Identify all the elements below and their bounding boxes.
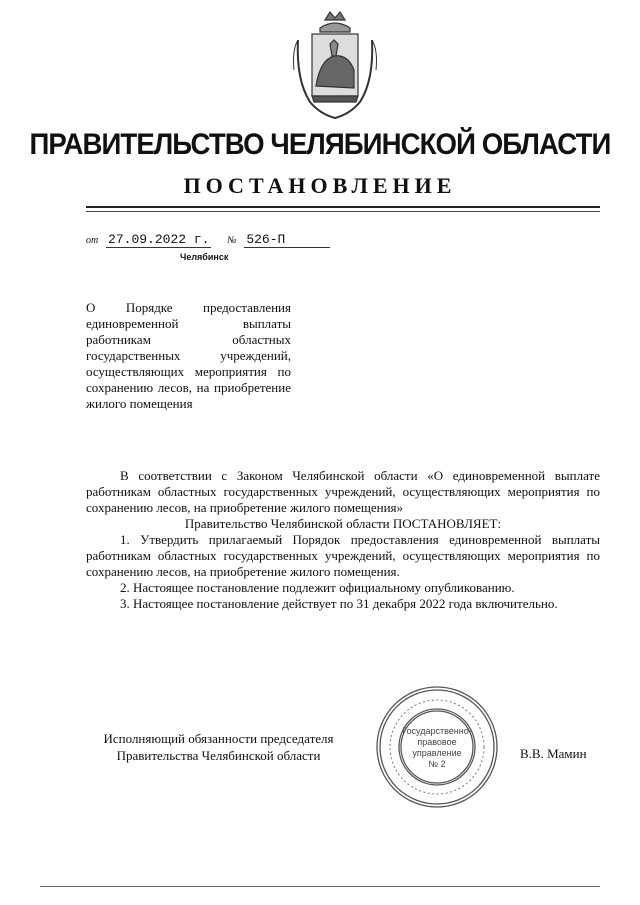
document-body <box>86 468 600 612</box>
organization-title: ПРАВИТЕЛЬСТВО ЧЕЛЯБИНСКОЙ ОБЛАСТИ <box>29 128 611 161</box>
seal-inner-text: правовое <box>417 737 457 747</box>
document-subject: О Порядке предоставления единовременной выплаты работникам областных государственных учреждений, осуществляющих мероприятия по сохранению лесов, на приобретение жилого помещения <box>86 300 291 411</box>
signatory-title <box>86 730 351 764</box>
item-paragraph: 2. Настоящее постановление подлежит официальному опубликованию. <box>120 580 515 595</box>
document-date: 27.09.2022 г. <box>108 232 210 247</box>
signatory-name: В.В. Мамин <box>520 746 587 761</box>
document-type-title: ПОСТАНОВЛЕНИЕ <box>183 173 457 198</box>
coat-of-arms-emblem <box>290 10 380 122</box>
seal-inner-text: управление <box>412 748 462 758</box>
date-number-line <box>86 232 330 247</box>
signatory-title-line: Правительства Челябинской области <box>116 748 321 763</box>
date-prefix: от <box>86 235 99 246</box>
header-rule-thick <box>86 206 600 208</box>
seal-inner-text: № 2 <box>428 759 446 769</box>
document-number: 526-П <box>246 232 286 247</box>
page-bottom-rule <box>40 886 600 887</box>
official-seal-stamp <box>374 684 500 810</box>
number-prefix: № <box>227 235 237 246</box>
item-paragraph: 3. Настоящее постановление действует по 31 декабря 2022 года включительно. <box>120 596 558 611</box>
item-paragraph: 1. Утвердить прилагаемый Порядок предоставления единовременной выплаты работникам областных государственных учреждений, осуществляющих мероприятия по сохранению лесов, на приобретение жилого помещения. <box>86 532 600 579</box>
header-rule-thin <box>86 211 600 212</box>
seal-inner-text: Государственно- <box>402 726 472 736</box>
resolves-paragraph: Правительство Челябинской области ПОСТАНОВЛЯЕТ: <box>184 516 502 531</box>
signatory-title-line: Исполняющий обязанности председателя <box>103 731 334 746</box>
preamble-paragraph: В соответствии с Законом Челябинской области «О единовременной выплате работникам областных государственных учреждений, осуществляющих мероприятия по сохранению лесов, на приобретение жилого помещения» <box>86 468 600 515</box>
city-label: Челябинск <box>180 252 229 262</box>
